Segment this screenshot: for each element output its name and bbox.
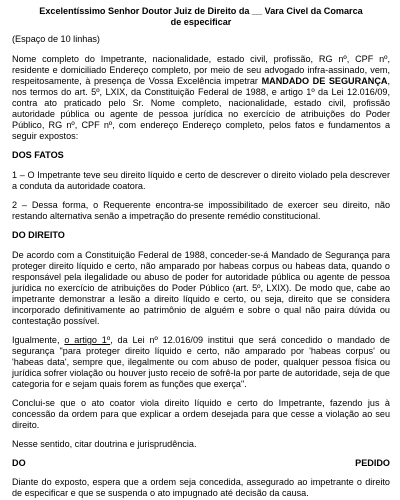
do-pedido-heading [12, 458, 390, 469]
direito-paragraph-1: De acordo com a Constituição Federal de 1988, conceder-se-á Mandado de Segurança para proteger direito líquido e certo, não amparado por habeas corpus ou habeas data, quando o responsável pela ilegalidade ou abuso de poder for autoridade pública ou agente de pessoa jurídica no exercício de atribuições do Poder Público (art. 5º, LXIX). De modo que, cabe ao impetrante demonstrar a lesão a direito líquido e certo, ou seja, direito que se considera incorporado definitivamente ao patrimônio de alguém e sobre o qual não paira dúvida ou contestação possível. [12, 250, 390, 326]
header-line-1: Excelentíssimo Senhor Doutor Juiz de Direito da __ Vara Civel da Comarca [39, 6, 363, 16]
intro-text-1: Nome completo do Impetrante, nacionalidade, estado civil, profissão, RG nº, CPF nº, residente e domiciliado Endereço completo, por meio de seu advogado infra-assinado, vem, respeitosamente, à presença de Vossa Excelência impetrar [12, 54, 390, 86]
fatos-paragraph-2: 2 – Dessa forma, o Requerente encontra-se impossibilitado de exercer seu direito, não restando alternativa senão a impetração do presente remédio constitucional. [12, 200, 390, 221]
document-header [12, 6, 390, 28]
do-pedido-heading-left: DO [12, 458, 26, 468]
mandado-de-seguranca-bold: MANDADO DE SEGURANÇA [261, 76, 388, 86]
space-note: (Espaço de 10 linhas) [12, 34, 100, 44]
direito-paragraph-2 [12, 335, 390, 390]
direito-paragraph-4: Nesse sentido, citar doutrina e jurisprudência. [12, 439, 197, 449]
fatos-paragraph-1: 1 – O Impetrante teve seu direito líquido e certo de descrever o direito violado pela descrever a conduta da autoridade coatora. [12, 170, 390, 191]
direito-paragraph-3: Conclui-se que o ato coator viola direito líquido e certo do Impetrante, fazendo jus à concessão da ordem para que explicar a ordem desejada para que cesse a violação ao seu direito. [12, 398, 390, 430]
pedido-paragraph-1: Diante do exposto, espera que a ordem seja concedida, assegurado ao impetrante o direito de especificar e que se suspenda o ato impugnado até decisão da causa. [12, 477, 390, 498]
do-direito-heading: DO DIREITO [12, 230, 65, 240]
direito-p2-pre: Igualmente, [12, 335, 65, 345]
direito-p2-post: , da Lei nº 12.016/09 institui que será concedido o mandado de segurança "para proteger direito líquido e certo, não amparado por 'habeas corpus' ou 'habeas data', sempre que, ilegalmente ou com abuso de poder, qualquer pessoa física ou jurídica sofrer violação ou houver justo receio de sofrê-la por parte de autoridade, seja de que categoria for e sejam quais forem as funções que exerça". [12, 335, 390, 389]
intro-text-2: , nos termos do art. 5º, LXIX, da Constituição Federal de 1988, e artigo 1º da Lei 12.016/09, contra ato praticado pelo Sr. Nome completo, nacionalidade, estado civil, profissão autoridade pública ou agente de pessoa jurídica no exercício de atribuições do Poder Público, RG nº, CPF nº, com endereço Endereço completo, pelos fatos e fundamentos a seguir expostos: [12, 76, 390, 141]
intro-paragraph [12, 54, 390, 142]
artigo-1-link[interactable]: o artigo 1º [64, 335, 111, 345]
header-line-2: de especificar [170, 17, 232, 27]
do-pedido-heading-right: PEDIDO [355, 458, 390, 468]
dos-fatos-heading: DOS FATOS [12, 150, 64, 160]
